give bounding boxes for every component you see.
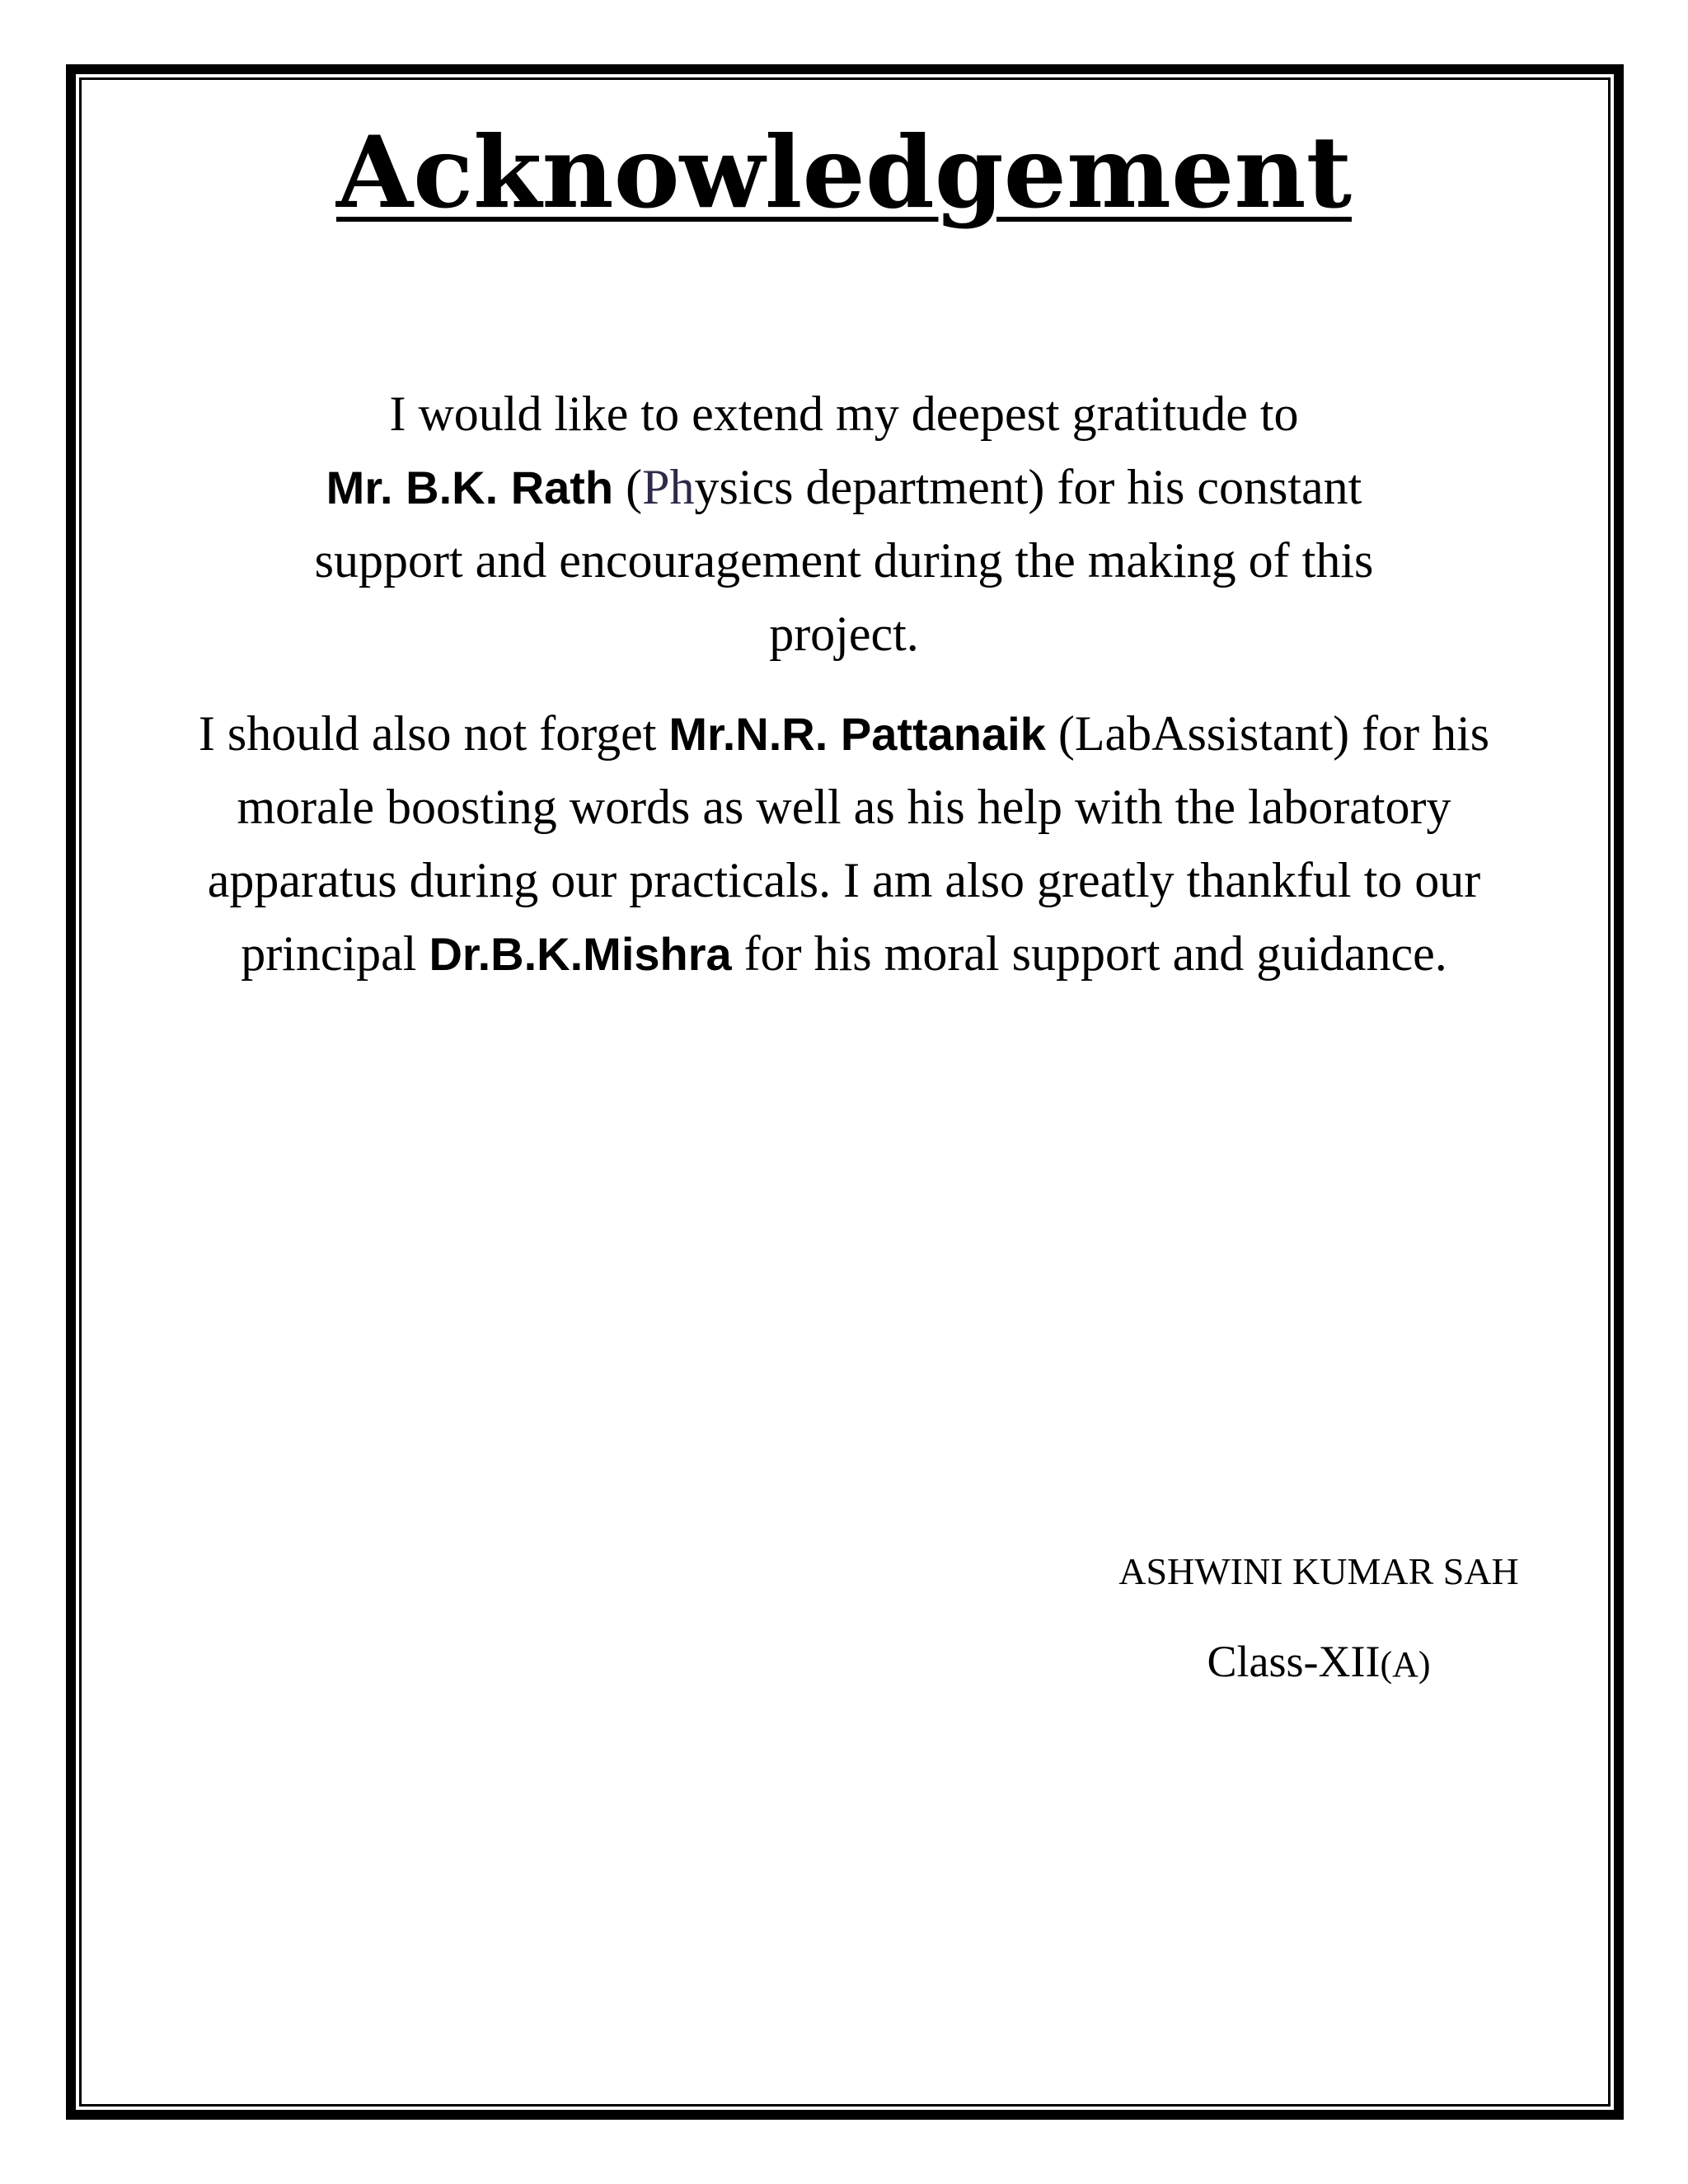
paragraph-1-line-1: I would like to extend my deepest gratitude to <box>389 387 1299 441</box>
paragraph-1-line-4: project. <box>769 607 919 661</box>
name-pattanaik: Mr.N.R. Pattanaik <box>668 708 1046 760</box>
name-mishra: Dr.B.K.Mishra <box>429 928 732 980</box>
department-ph: Ph <box>642 460 695 514</box>
paragraph-2-text-b: (LabAssistant) for his morale boosting words as well as his help with the laboratory apparatus during our practicals. I am also greatly thankful to our principal <box>207 706 1490 981</box>
department-open: ( <box>613 460 643 514</box>
page-border <box>66 64 1624 2120</box>
name-rath: Mr. B.K. Rath <box>326 462 614 513</box>
class-prefix: Class-XII <box>1207 1637 1381 1686</box>
paragraph-2-text-a: I should also not forget <box>198 706 669 761</box>
acknowledgement-paragraph-2 <box>198 697 1490 991</box>
department-rest: ysics department) <box>694 460 1045 514</box>
signature-name: ASHWINI KUMAR SAH <box>1118 1550 1519 1592</box>
page-title: Acknowledgement <box>336 115 1352 231</box>
paragraph-2-text-c: for his moral support and guidance. <box>731 926 1447 981</box>
acknowledgement-paragraph-1 <box>198 377 1490 671</box>
class-section: (A) <box>1380 1644 1431 1685</box>
signature-class <box>1071 1636 1566 1687</box>
paragraph-1-line-2-rest: for his constant <box>1044 460 1362 514</box>
paragraph-1-line-3: support and encouragement during the making of this <box>314 533 1374 588</box>
